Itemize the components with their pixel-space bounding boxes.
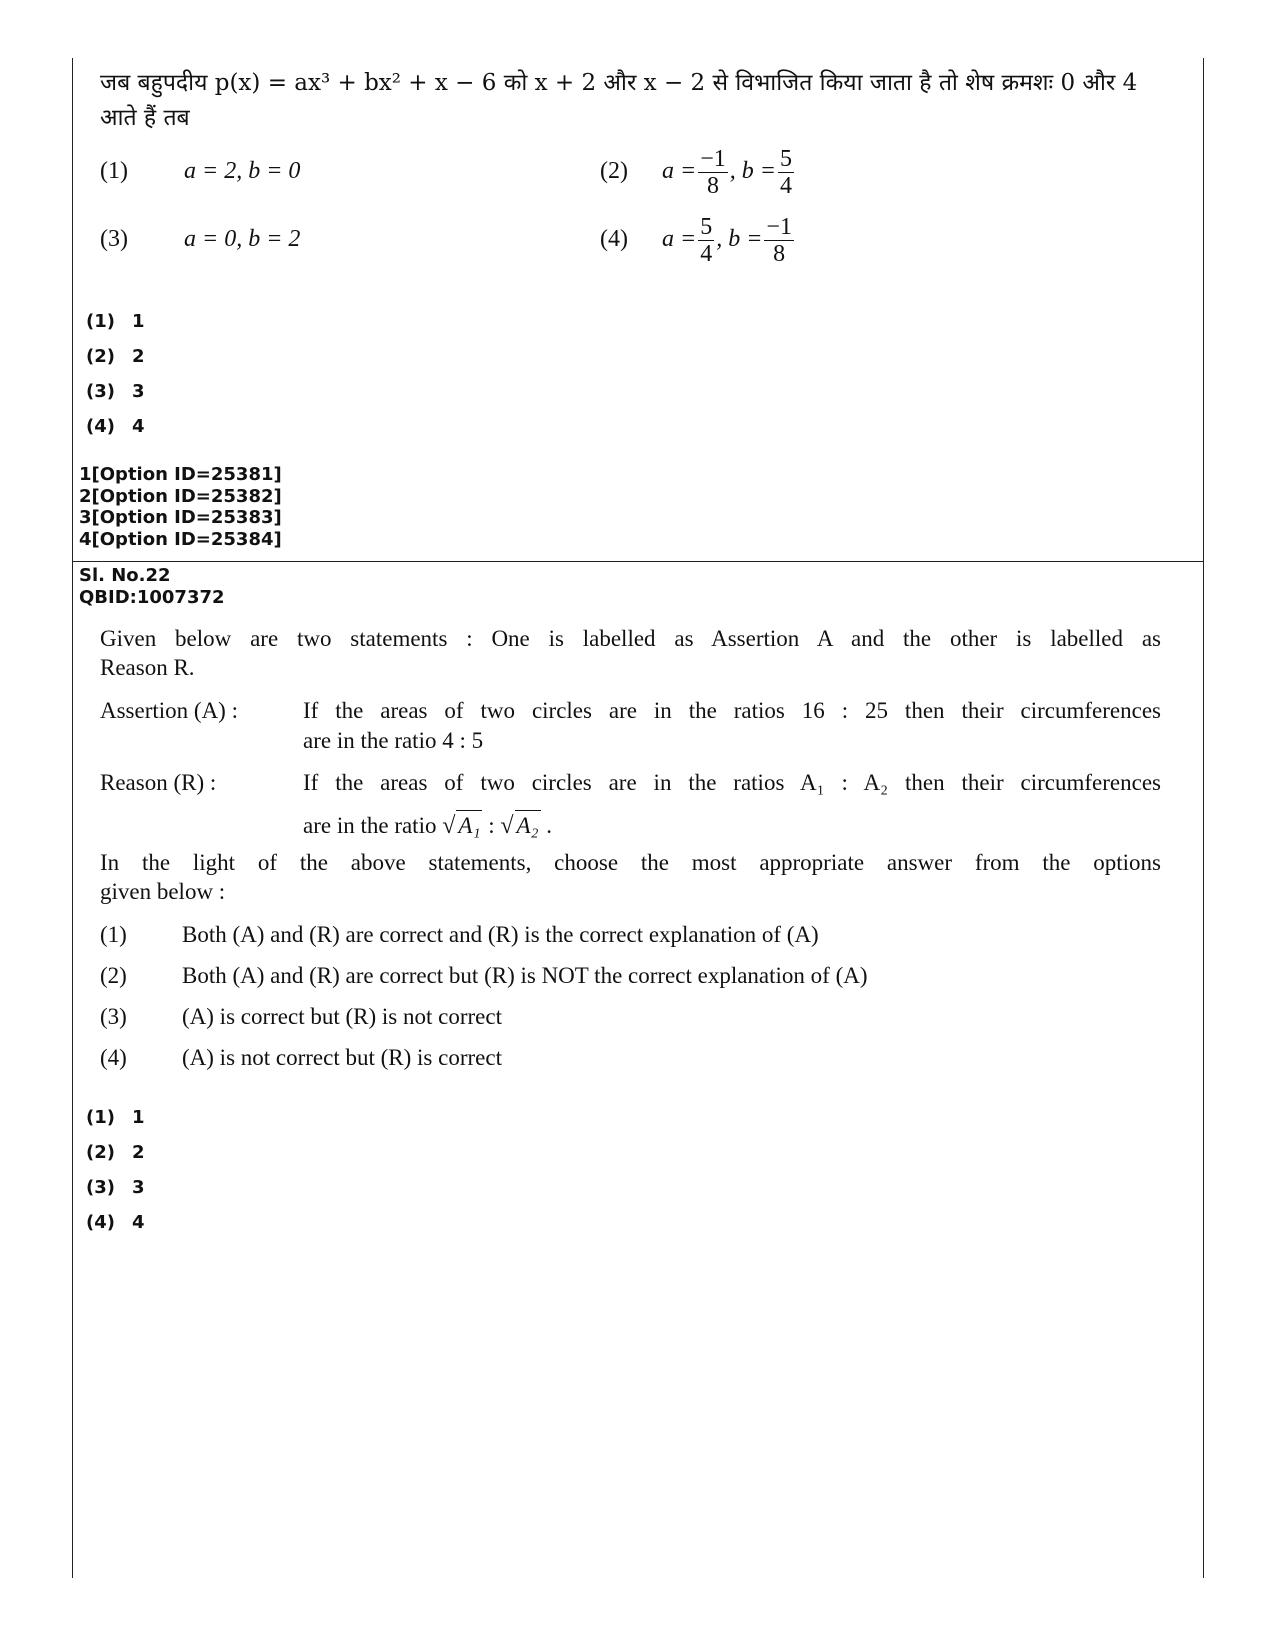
answer-value: 2 — [132, 1142, 145, 1163]
answer-label: (4) — [86, 1212, 115, 1233]
q22-answer-option-1[interactable] — [86, 1107, 145, 1128]
q21-choice-1 — [100, 158, 300, 185]
fraction-denominator: 4 — [700, 241, 713, 267]
answer-label: (1) — [86, 311, 115, 332]
q22-choice-1 — [100, 920, 819, 949]
answer-value: 2 — [132, 346, 145, 367]
choice-number: (1) — [100, 922, 127, 947]
choice-number: (3) — [100, 1004, 127, 1029]
q21-choice-2 — [600, 146, 796, 199]
fraction-numerator: 5 — [779, 146, 792, 172]
reason-line-1: If the areas of two circles are in the ratios A₁ : A₂ then their circumferences — [303, 770, 1161, 795]
fraction-denominator: 8 — [773, 241, 786, 267]
q21-stem-line-1: जब बहुपदीय p(x) = ax³ + bx² + x − 6 को x + 2 और x − 2 से विभाजित किया जाता है तो शेष क्रमशः 0 और 4 — [100, 70, 1138, 96]
reason-end: . — [546, 813, 553, 838]
q21-choice-4 — [600, 214, 796, 267]
choice-text: (A) is not correct but (R) is correct — [182, 1045, 502, 1070]
q22-choice-2 — [100, 961, 868, 990]
radical-sign: √ — [442, 813, 456, 839]
answer-label: (3) — [86, 381, 115, 402]
q21-answer-option-2[interactable] — [86, 346, 145, 367]
q21-answer-option-3[interactable] — [86, 381, 145, 402]
q22-intro-line-2: Reason R. — [100, 655, 195, 680]
answer-value: 4 — [132, 1212, 145, 1233]
answer-value: 3 — [132, 1177, 145, 1198]
q21-choice-3 — [100, 226, 300, 253]
q21-option-ids — [79, 464, 282, 550]
choice-number: (4) — [600, 226, 628, 253]
reason-line-2-text: are in the ratio — [303, 813, 437, 838]
q22-answer-option-3[interactable] — [86, 1177, 145, 1198]
choice-text: a = 0, b = 2 — [184, 226, 301, 252]
fraction-numerator: −1 — [700, 146, 726, 172]
q22-choice-3 — [100, 1002, 502, 1031]
q21-answer-option-1[interactable] — [86, 311, 145, 332]
choice-number: (3) — [100, 226, 128, 252]
q22-answer-option-2[interactable] — [86, 1142, 145, 1163]
q22-intro-line-1: Given below are two statements : One is labelled as Assertion A and the other is labelled as — [100, 626, 1161, 651]
answer-label: (2) — [86, 1142, 115, 1163]
answer-label: (4) — [86, 416, 115, 437]
sqrt-a1: A₁ — [456, 810, 482, 840]
choice-mid: , b = — [716, 226, 763, 253]
choice-number: (1) — [100, 158, 128, 184]
choice-text: Both (A) and (R) are correct but (R) is NOT the correct explanation of (A) — [182, 963, 868, 988]
fraction-numerator: 5 — [700, 214, 713, 240]
option-id-3: 3[Option ID=25383] — [79, 507, 282, 528]
answer-value: 3 — [132, 381, 145, 402]
answer-label: (3) — [86, 1177, 115, 1198]
assertion-label: Assertion (A) : — [100, 698, 238, 723]
choice-pre: a = — [662, 158, 697, 185]
answer-label: (2) — [86, 346, 115, 367]
answer-value: 1 — [132, 1107, 145, 1128]
option-id-1: 1[Option ID=25381] — [79, 464, 282, 485]
choice-number: (2) — [100, 963, 127, 988]
question-separator — [72, 561, 1204, 562]
assertion-line-2: are in the ratio 4 : 5 — [303, 728, 484, 753]
choice-text: (A) is correct but (R) is not correct — [182, 1004, 502, 1029]
q22-prompt-line-2: given below : — [100, 879, 226, 904]
question-bank-id: QBID:1007372 — [79, 587, 225, 608]
assertion-line-1: If the areas of two circles are in the ratios 16 : 25 then their circumferences — [303, 698, 1161, 723]
q22-prompt-line-1: In the light of the above statements, choose the most appropriate answer from the options — [100, 850, 1161, 875]
choice-number: (2) — [600, 158, 628, 185]
q22-meta — [79, 565, 225, 609]
answer-value: 4 — [132, 416, 145, 437]
option-id-2: 2[Option ID=25382] — [79, 485, 282, 507]
q21-stem-line-2: आते हैं तब — [100, 105, 190, 131]
ratio-colon: : — [488, 813, 495, 838]
sqrt-a2: A₂ — [515, 810, 541, 840]
option-id-4: 4[Option ID=25384] — [79, 528, 282, 550]
q22-choice-4 — [100, 1043, 502, 1072]
choice-number: (4) — [100, 1045, 127, 1070]
choice-pre: a = — [662, 226, 697, 253]
fraction-denominator: 4 — [779, 173, 792, 199]
reason-line-2 — [303, 810, 1161, 841]
answer-value: 1 — [132, 311, 145, 332]
serial-number: Sl. No.22 — [79, 565, 171, 586]
fraction-numerator: −1 — [766, 214, 792, 240]
q22-answer-option-4[interactable] — [86, 1212, 145, 1233]
fraction-denominator: 8 — [706, 173, 719, 199]
choice-text: a = 2, b = 0 — [184, 158, 301, 184]
reason-label: Reason (R) : — [100, 770, 217, 795]
q21-answer-option-4[interactable] — [86, 416, 145, 437]
radical-sign: √ — [500, 813, 514, 839]
q21-stem — [100, 66, 1180, 136]
choice-mid: , b = — [729, 158, 776, 185]
choice-text: Both (A) and (R) are correct and (R) is the correct explanation of (A) — [182, 922, 819, 947]
answer-label: (1) — [86, 1107, 115, 1128]
